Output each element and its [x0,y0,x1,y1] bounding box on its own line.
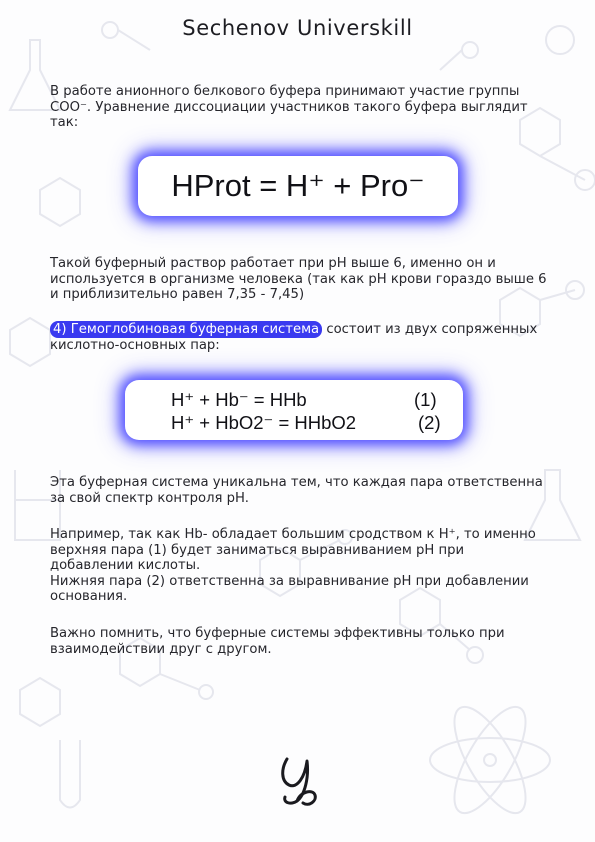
example-paragraph [50,527,550,605]
intro-paragraph [50,84,550,131]
sechenov-universkill-logo-icon [275,755,321,811]
intro-text: В работе анионного белкового буфера принимают участие группы СОО⁻. Уравнение диссоциации участников такого буфера выглядит так: [50,84,528,131]
equation-2: H⁺ + HbO2⁻ = HHbO2 [171,412,357,433]
equation-1: H⁺ + Hb⁻ = HHb [171,389,307,410]
equation-row-2 [171,412,441,436]
unique-system-text: Эта буферная система уникальна тем, что каждая пара ответственна за свой спектр контроля pH. [50,475,543,506]
equation-1-number: (1) [414,389,437,410]
equation-2-number: (2) [418,412,441,433]
hemoglobin-text [50,322,550,353]
buffer-ph-paragraph [50,256,550,303]
hemoglobin-equations-box [125,380,463,440]
hemoglobin-text-rest: состоит из двух сопряженных кислотно-основных пар: [50,322,538,353]
main-formula: HProt = H⁺ + Pro⁻ [171,168,425,203]
hemoglobin-heading-highlight: 4) Гемоглобиновая буферная система [50,321,322,338]
buffer-ph-text: Такой буферный раствор работает при pH выше 6, именно он и используется в организме человека (так как pH крови гораздо выше 6 и приблизительно равен 7,35 - 7,45) [50,256,547,303]
main-formula-box [138,156,458,216]
header-title: Sechenov Universkill [182,16,413,40]
conclusion-paragraph [50,626,550,657]
conclusion-text: Важно помнить, что буферные системы эффективны только при взаимодействии друг с другом. [50,626,505,657]
example-text-line1: Например, так как Hb- обладает большим сродством к H⁺, то именно верхняя пара (1) будет заниматься выравниванием pH при добавлении кислоты. [50,527,536,574]
hemoglobin-paragraph [50,322,550,353]
equation-row-1 [171,389,441,413]
unique-system-paragraph [50,475,550,506]
example-text-line2: Нижняя пара (2) ответственна за выравнивание pH при добавлении основания. [50,573,529,605]
